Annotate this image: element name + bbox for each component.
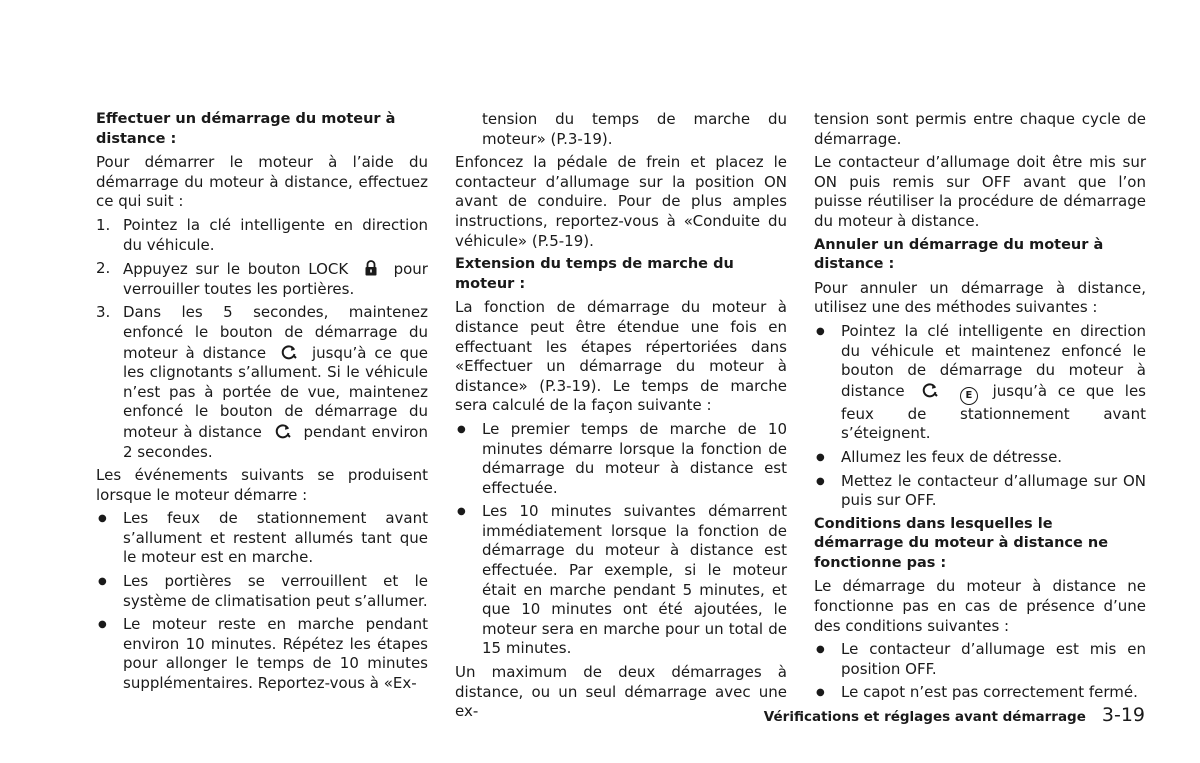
step-text: Pointez la clé intelligente en direction du véhicule. xyxy=(123,215,428,254)
step-text-b: pour verrouiller toutes les portières. xyxy=(123,260,428,298)
ignition-paragraph: Le contacteur d’allumage doit être mis sur ON puis remis sur OFF avant que l’on puisse réutiliser la procédure de démarrage du moteur à distance. xyxy=(814,153,1146,230)
brake-paragraph: Enfoncez la pédale de frein et placez le contacteur d’allumage sur la position ON avant de conduire. Pour de plus amples instructions, reportez-vous à «Conduite du véhicule» (P.5-19). xyxy=(455,153,787,250)
heading-conditions: Conditions dans lesquelles le démarrage du moteur à distance ne fonctionne pas : xyxy=(814,515,1109,571)
page-number: 3-19 xyxy=(1101,704,1145,726)
lock-icon xyxy=(362,259,380,277)
step-number: 2. xyxy=(96,259,111,278)
remote-start-icon xyxy=(274,422,292,440)
step-text-a: Dans les 5 secondes, maintenez enfoncé le bouton de démarrage du moteur à distance xyxy=(123,303,428,362)
events-intro: Les événements suivants se produisent lorsque le moteur démarre : xyxy=(96,466,428,504)
step-item xyxy=(96,216,428,255)
list-item: ● Mettez le contacteur d’allumage sur ON puis sur OFF. xyxy=(814,472,1146,511)
list-item: ● Les 10 minutes suivantes démarrent immédiatement lorsque la fonction de démarrage du moteur à distance est effectuée. Par exemple, si le moteur était en marche pendant 5 minutes, et que 10 minutes ont été ajoutées, le moteur sera en marche pour un total de 15 minutes. xyxy=(455,502,787,659)
heading-remote-start: Effectuer un démarrage du moteur à distance : xyxy=(96,111,396,147)
column-1 xyxy=(96,110,428,698)
step-number: 3. xyxy=(96,303,111,322)
maximum-paragraph: Un maximum de deux démarrages à distance, ou un seul démarrage avec une ex- xyxy=(455,663,787,721)
step-item xyxy=(96,259,428,299)
step-number: 1. xyxy=(96,215,111,234)
e-circle-icon: E xyxy=(960,387,978,405)
list-item: ● Le contacteur d’allumage est mis en position OFF. xyxy=(814,640,1146,679)
extension-list xyxy=(455,420,787,659)
list-item: ● Le premier temps de marche de 10 minutes démarre lorsque la fonction de démarrage du moteur à distance est effectuée. xyxy=(455,420,787,498)
column-2 xyxy=(455,110,787,726)
bullet-text-a: Pointez la clé intelligente en direction du véhicule et maintenez enfoncé le bouton de démarrage du moteur à distance xyxy=(841,321,1146,400)
list-item: ● Les portières se verrouillent et le système de climatisation peut s’allumer. xyxy=(96,572,428,611)
list-item: ● Allumez les feux de détresse. xyxy=(814,448,1146,468)
list-item: ● Les feux de stationnement avant s’allument et restent allumés tant que le moteur est en marche. xyxy=(96,509,428,568)
list-item: ● Le capot n’est pas correctement fermé. xyxy=(814,683,1146,703)
step-text-a: Appuyez sur le bouton LOCK xyxy=(123,260,349,279)
extension-paragraph: La fonction de démarrage du moteur à distance peut être étendue une fois en effectuant les étapes répertoriées dans «Effectuer un démarrage du moteur à distance» (P.3-19). Le temps de marche sera calculé de la façon suivante : xyxy=(455,298,787,415)
cancel-list xyxy=(814,322,1146,511)
step-text-c: pendant environ 2 secondes. xyxy=(123,422,428,461)
continued-text: tension du temps de marche du moteur» (P.3-19). xyxy=(482,110,787,148)
list-item: ● Le moteur reste en marche pendant environ 10 minutes. Répétez les étapes pour allonger le temps de 10 minutes supplémentaires. Reportez-vous à «Ex- xyxy=(96,615,428,693)
remote-start-icon xyxy=(280,343,298,361)
heading-extension: Extension du temps de marche du moteur : xyxy=(455,256,734,292)
heading-cancel: Annuler un démarrage du moteur à distance : xyxy=(814,236,1104,273)
events-list xyxy=(96,509,428,693)
bullet-text-b: jusqu’à ce que les feux de stationnement avant s’éteignent. xyxy=(841,381,1146,443)
continued-text: tension sont permis entre chaque cycle de démarrage. xyxy=(814,110,1146,148)
intro-paragraph: Pour démarrer le moteur à l’aide du démarrage du moteur à distance, effectuez ce qui suit : xyxy=(96,153,428,211)
step-text-b: jusqu’à ce que les clignotants s’allument. Si le véhicule n’est pas à portée de vue, maintenez enfoncé le bouton de démarrage du moteur à distance xyxy=(123,343,428,441)
cancel-paragraph: Pour annuler un démarrage à distance, utilisez une des méthodes suivantes : xyxy=(814,278,1146,317)
remote-start-icon xyxy=(921,381,939,399)
list-item xyxy=(814,322,1146,444)
step-item xyxy=(96,303,428,462)
conditions-list xyxy=(814,640,1146,703)
column-3 xyxy=(814,110,1146,707)
steps-list xyxy=(96,216,428,462)
conditions-paragraph: Le démarrage du moteur à distance ne fonctionne pas en cas de présence d’une des conditions suivantes : xyxy=(814,577,1146,635)
section-title: Vérifications et réglages avant démarrage xyxy=(763,709,1086,725)
page-footer xyxy=(764,706,1145,728)
